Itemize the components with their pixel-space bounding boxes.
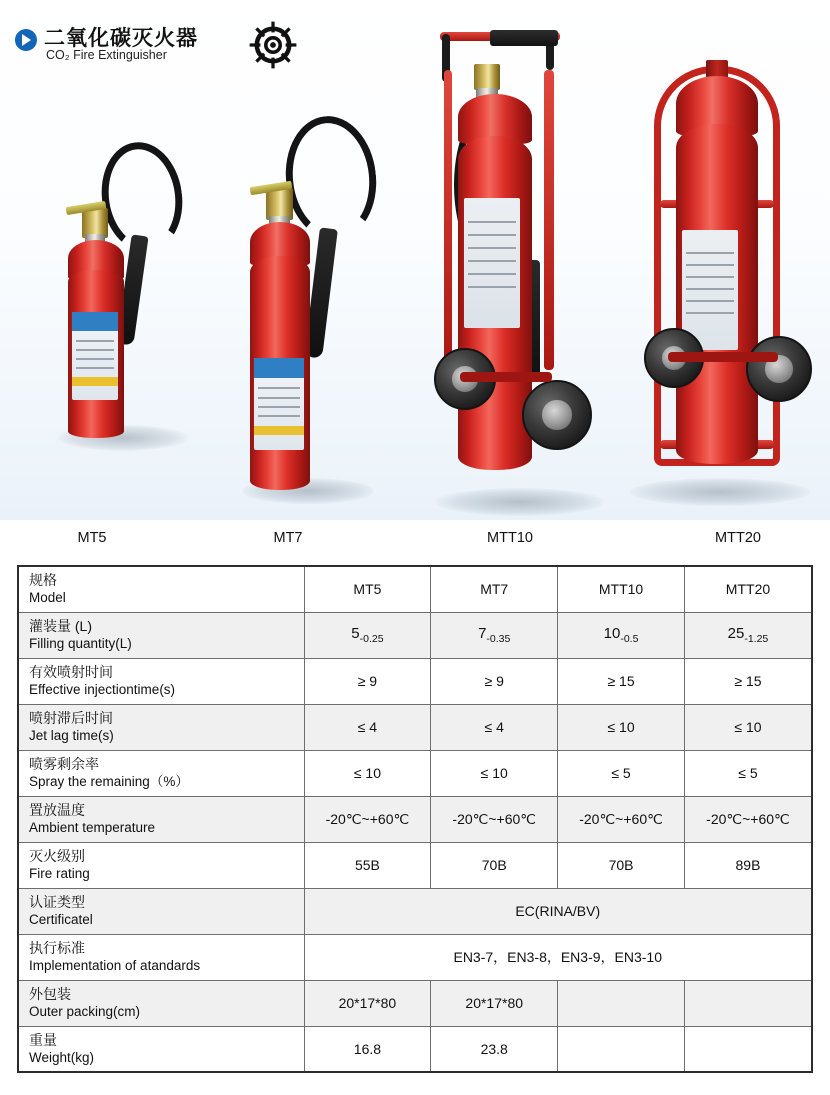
row-label-en: Effective injectiontime(s) <box>29 682 176 697</box>
row-label-cn: 有效喷射时间 <box>29 664 113 680</box>
page-title-en: CO₂ Fire Extinguisher <box>46 48 167 62</box>
row-header-ambient-temperature <box>18 796 304 842</box>
row-header-fire-rating <box>18 842 304 888</box>
cell-packing-mtt10 <box>558 980 685 1026</box>
cell-injection-mt5: ≥ 9 <box>304 658 431 704</box>
table-row <box>18 842 812 888</box>
value-tolerance: -0.5 <box>620 632 639 645</box>
cell-packing-mt7: 20*17*80 <box>431 980 558 1026</box>
value-main: 10 <box>603 625 621 643</box>
table-row <box>18 888 812 934</box>
cell-jetlag-mt5: ≤ 4 <box>304 704 431 750</box>
wheel-right-mtt10 <box>522 380 592 450</box>
row-label-en: Certificatel <box>29 912 93 927</box>
caption-mtt10: MTT10 <box>487 530 533 546</box>
wheel-right-mtt20 <box>746 336 812 402</box>
cell-spray-mtt10: ≤ 5 <box>558 750 685 796</box>
cell-temp-mt5: -20℃~+60℃ <box>304 796 431 842</box>
cell-injection-mt7: ≥ 9 <box>431 658 558 704</box>
row-label-cn: 喷雾剩余率 <box>29 756 99 772</box>
row-label-cn: 灌装量 (L) <box>29 618 92 634</box>
row-label-en: Weight(kg) <box>29 1049 95 1065</box>
cell-model-mtt10: MTT10 <box>558 566 685 612</box>
shadow <box>630 478 810 506</box>
specification-table <box>17 565 813 1073</box>
row-header-spray-remaining <box>18 750 304 796</box>
label-mtt10 <box>464 198 520 328</box>
table-row <box>18 934 812 980</box>
cell-certificate-all: EC(RINA/BV) <box>304 888 812 934</box>
row-header-certificate <box>18 888 304 934</box>
cell-jetlag-mtt20: ≤ 10 <box>684 704 812 750</box>
cart-axle-mtt20 <box>668 352 778 362</box>
cell-injection-mtt10: ≥ 15 <box>558 658 685 704</box>
cell-rating-mtt10: 70B <box>558 842 685 888</box>
table-row <box>18 704 812 750</box>
product-image-mt7 <box>218 80 408 510</box>
cell-jetlag-mtt10: ≤ 10 <box>558 704 685 750</box>
row-header-standards <box>18 934 304 980</box>
value-main: 25 <box>727 625 745 643</box>
row-label-cn: 喷射滞后时间 <box>29 710 113 726</box>
product-image-mtt10 <box>418 80 618 520</box>
cell-filling-mtt10 <box>558 612 685 658</box>
cell-packing-mt5: 20*17*80 <box>304 980 431 1026</box>
cell-temp-mtt20: -20℃~+60℃ <box>684 796 812 842</box>
value-tolerance: -0.35 <box>486 632 511 645</box>
row-label-cn: 置放温度 <box>29 802 85 818</box>
cell-model-mt5: MT5 <box>304 566 431 612</box>
row-label-cn: 规格 <box>29 572 57 589</box>
page-header <box>0 0 830 80</box>
value-main: 7 <box>478 625 487 643</box>
cell-spray-mt5: ≤ 10 <box>304 750 431 796</box>
cell-standards-all: EN3-7，EN3-8，EN3-9，EN3-10 <box>304 934 812 980</box>
value-tolerance: -1.25 <box>744 632 769 645</box>
table-row <box>18 980 812 1026</box>
label-mt5 <box>72 312 118 400</box>
cart-upright-right <box>544 70 554 370</box>
caption-mt5: MT5 <box>77 530 107 546</box>
row-header-jet-lag <box>18 704 304 750</box>
row-label-cn: 执行标准 <box>29 940 85 956</box>
row-header-weight <box>18 1026 304 1072</box>
table-row <box>18 658 812 704</box>
row-label-en: Model <box>29 590 66 606</box>
cell-rating-mtt20: 89B <box>684 842 812 888</box>
row-header-outer-packing <box>18 980 304 1026</box>
label-mt7 <box>254 358 304 450</box>
row-header-filling-quantity <box>18 612 304 658</box>
cell-filling-mtt20 <box>684 612 812 658</box>
table-row <box>18 566 812 612</box>
value-main: 5 <box>351 625 360 643</box>
cell-spray-mtt20: ≤ 5 <box>684 750 812 796</box>
shadow <box>436 488 604 516</box>
cell-rating-mt5: 55B <box>304 842 431 888</box>
row-label-en: Spray the remaining（%） <box>29 774 189 789</box>
play-circle-icon <box>14 28 38 52</box>
row-header-model <box>18 566 304 612</box>
cell-filling-mt5 <box>304 612 431 658</box>
cell-weight-mt5: 16.8 <box>304 1026 431 1072</box>
cell-model-mtt20: MTT20 <box>684 566 812 612</box>
cell-temp-mt7: -20℃~+60℃ <box>431 796 558 842</box>
cell-rating-mt7: 70B <box>431 842 558 888</box>
row-label-en: Outer packing(cm) <box>29 1004 141 1019</box>
cart-upright-left <box>444 70 452 370</box>
row-header-injection-time <box>18 658 304 704</box>
page-title-cn: 二氧化碳灭火器 <box>44 27 198 50</box>
row-label-en: Implementation of atandards <box>29 958 201 973</box>
cell-weight-mt7: 23.8 <box>431 1026 558 1072</box>
row-label-cn: 灭火级别 <box>29 848 85 864</box>
row-label-en: Filling quantity(L) <box>29 636 132 651</box>
table-row <box>18 750 812 796</box>
table-row <box>18 1026 812 1072</box>
table-row <box>18 612 812 658</box>
value-tolerance: -0.25 <box>359 632 384 645</box>
cell-packing-mtt20 <box>684 980 812 1026</box>
row-label-cn: 认证类型 <box>29 894 85 910</box>
table-row <box>18 796 812 842</box>
product-image-mtt20 <box>620 80 820 520</box>
product-image-mt5 <box>40 80 210 500</box>
cell-jetlag-mt7: ≤ 4 <box>431 704 558 750</box>
ship-wheel-icon <box>246 18 300 72</box>
photo-row <box>0 80 830 520</box>
cell-weight-mtt20 <box>684 1026 812 1072</box>
cell-weight-mtt10 <box>558 1026 685 1072</box>
caption-mtt20: MTT20 <box>715 530 761 546</box>
row-label-cn: 重量 <box>29 1031 57 1048</box>
cart-axle-mtt10 <box>460 372 552 382</box>
row-label-en: Jet lag time(s) <box>29 728 114 743</box>
page-bottom-strip <box>0 1085 830 1095</box>
row-label-cn: 外包装 <box>29 986 71 1002</box>
cell-injection-mtt20: ≥ 15 <box>684 658 812 704</box>
caption-mt7: MT7 <box>273 530 303 546</box>
cell-spray-mt7: ≤ 10 <box>431 750 558 796</box>
row-label-en: Fire rating <box>29 866 90 881</box>
cell-temp-mtt10: -20℃~+60℃ <box>558 796 685 842</box>
cell-filling-mt7 <box>431 612 558 658</box>
cell-model-mt7: MT7 <box>431 566 558 612</box>
row-label-en: Ambient temperature <box>29 820 156 835</box>
